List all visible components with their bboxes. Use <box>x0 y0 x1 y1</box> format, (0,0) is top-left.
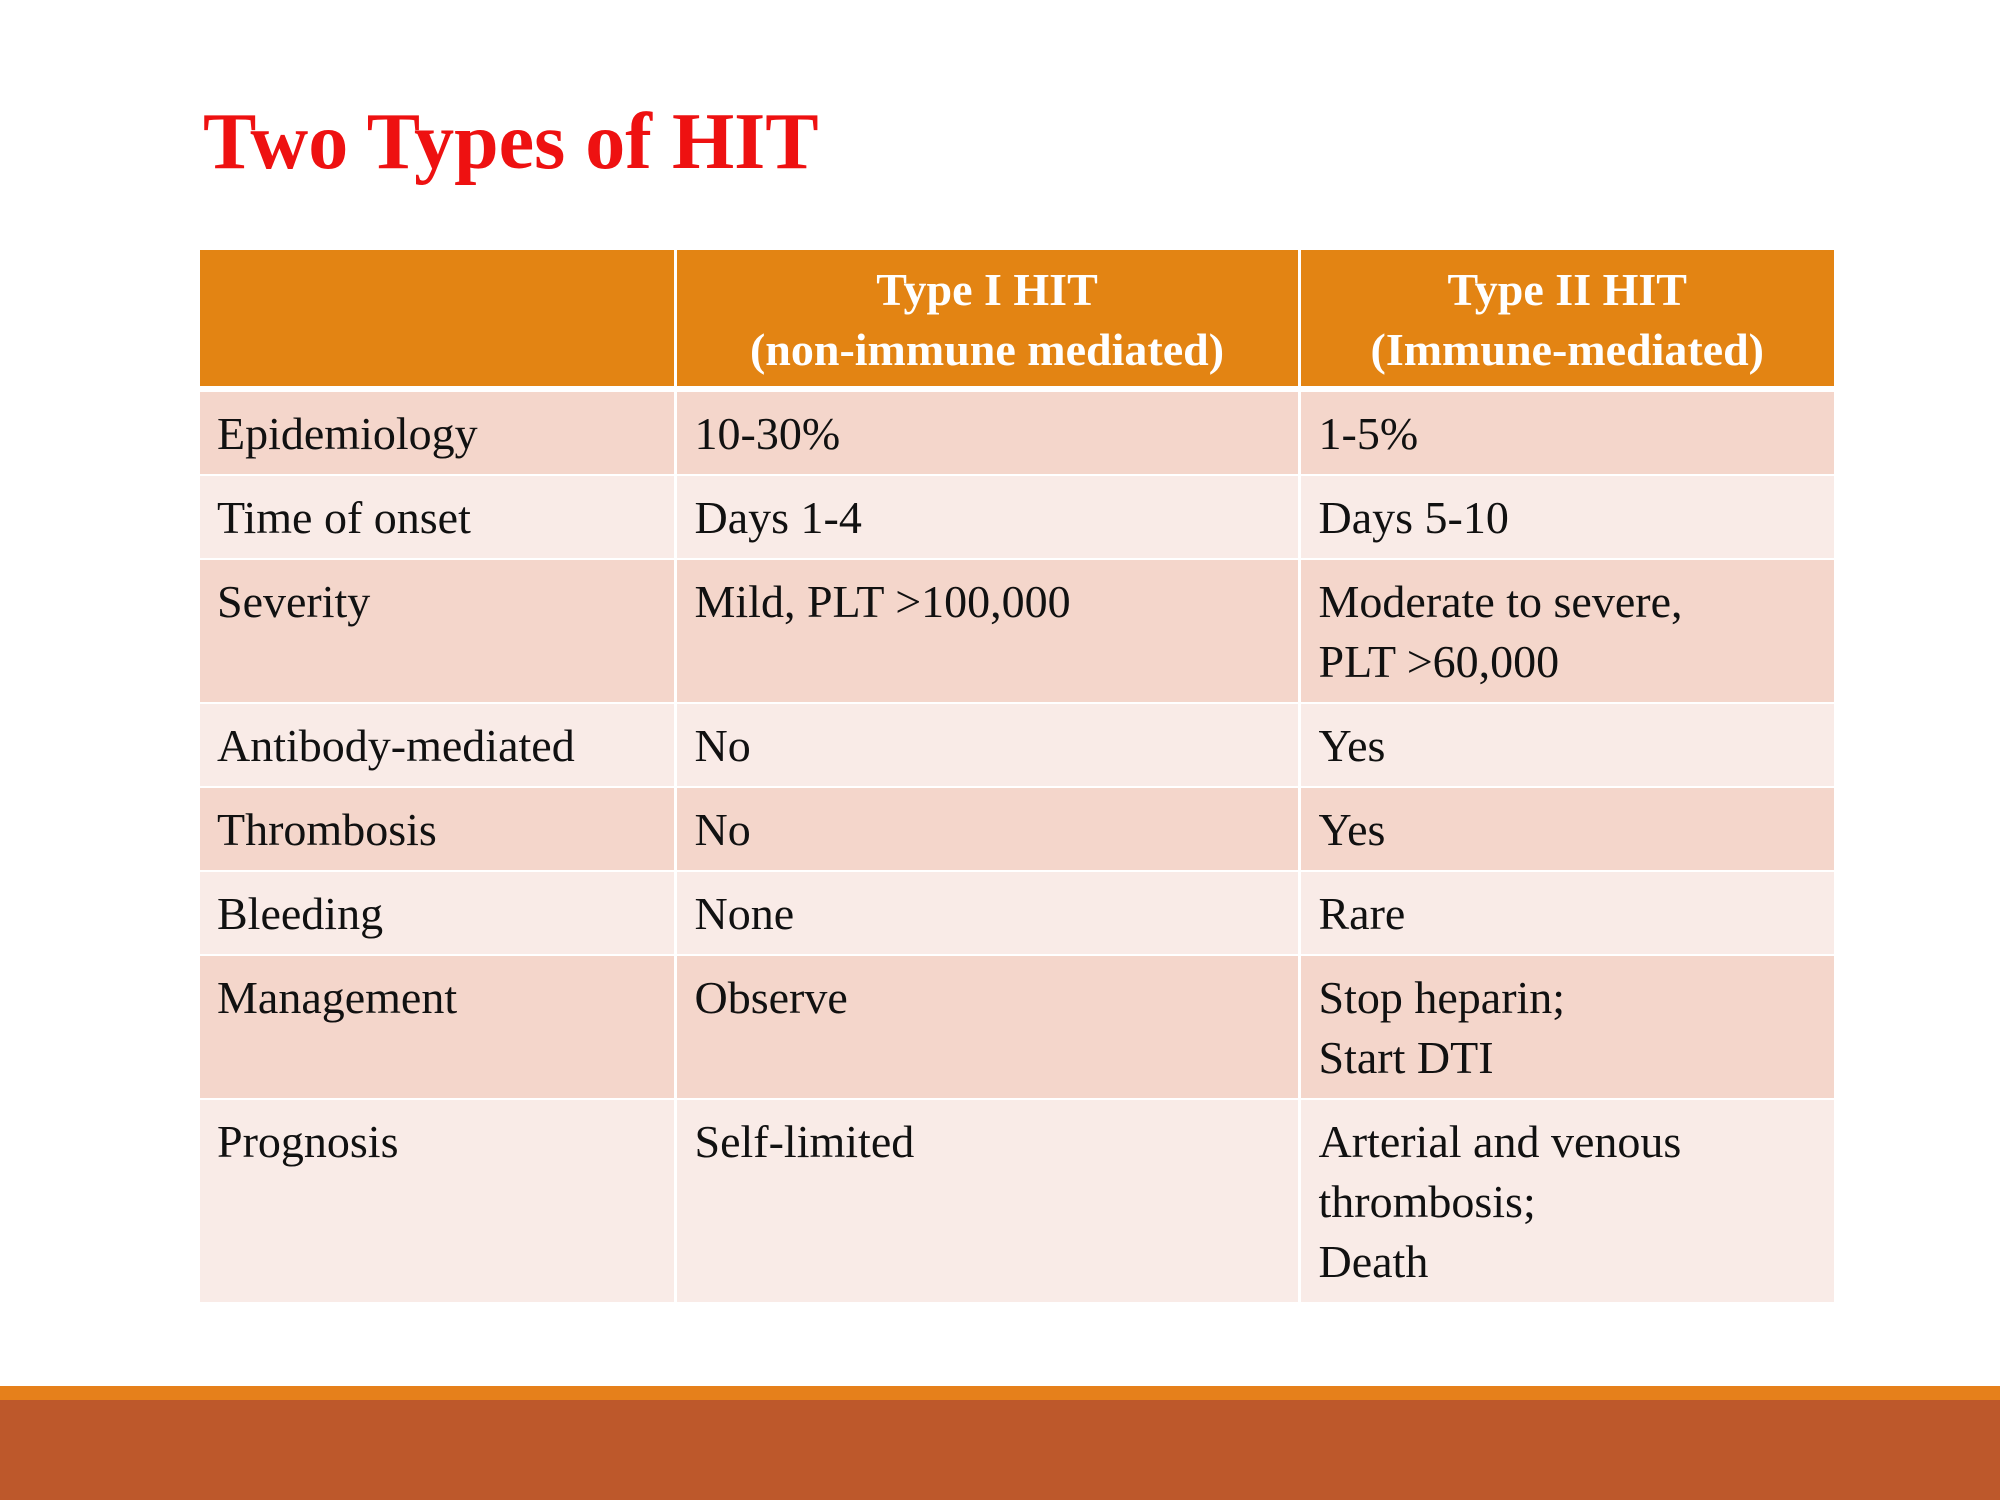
type-1-value: Self-limited <box>675 1099 1299 1302</box>
row-label: Severity <box>200 559 675 703</box>
table-row-antibody-mediated <box>200 703 1834 787</box>
row-label: Epidemiology <box>200 389 675 475</box>
type-2-value: 1-5% <box>1299 389 1834 475</box>
row-label: Prognosis <box>200 1099 675 1302</box>
type-1-value: No <box>675 787 1299 871</box>
type-2-value: Arterial and venous thrombosis; Death <box>1299 1099 1834 1302</box>
header-type-1-subtitle: (non-immune mediated) <box>749 324 1225 375</box>
type-1-value: None <box>675 871 1299 955</box>
type-2-value: Yes <box>1299 703 1834 787</box>
header-type-1-name: Type I HIT <box>876 264 1098 315</box>
row-label: Time of onset <box>200 475 675 559</box>
row-label: Bleeding <box>200 871 675 955</box>
hit-comparison-table <box>200 250 1834 1302</box>
header-type-1 <box>675 250 1299 389</box>
table-row-epidemiology <box>200 389 1834 475</box>
table-row-severity <box>200 559 1834 703</box>
type-2-value: Days 5-10 <box>1299 475 1834 559</box>
table-header-row <box>200 250 1834 389</box>
slide-title: Two Types of HIT <box>203 98 819 186</box>
header-blank-cell <box>200 250 675 389</box>
table-row-management <box>200 955 1834 1099</box>
table-row-prognosis <box>200 1099 1834 1302</box>
type-1-value: No <box>675 703 1299 787</box>
type-2-value: Stop heparin; Start DTI <box>1299 955 1834 1099</box>
type-1-value: Days 1-4 <box>675 475 1299 559</box>
type-2-value: Moderate to severe, PLT >60,000 <box>1299 559 1834 703</box>
header-type-2-subtitle: (Immune-mediated) <box>1370 324 1764 375</box>
type-1-value: Observe <box>675 955 1299 1099</box>
header-type-2 <box>1299 250 1834 389</box>
table-row-time-of-onset <box>200 475 1834 559</box>
table-row-bleeding <box>200 871 1834 955</box>
row-label: Management <box>200 955 675 1099</box>
header-type-2-name: Type II HIT <box>1447 264 1687 315</box>
row-label: Thrombosis <box>200 787 675 871</box>
table-row-thrombosis <box>200 787 1834 871</box>
type-2-value: Yes <box>1299 787 1834 871</box>
type-2-value: Rare <box>1299 871 1834 955</box>
footer-accent-stripe <box>0 1386 2000 1400</box>
row-label: Antibody-mediated <box>200 703 675 787</box>
footer-band <box>0 1400 2000 1500</box>
type-1-value: Mild, PLT >100,000 <box>675 559 1299 703</box>
type-1-value: 10-30% <box>675 389 1299 475</box>
